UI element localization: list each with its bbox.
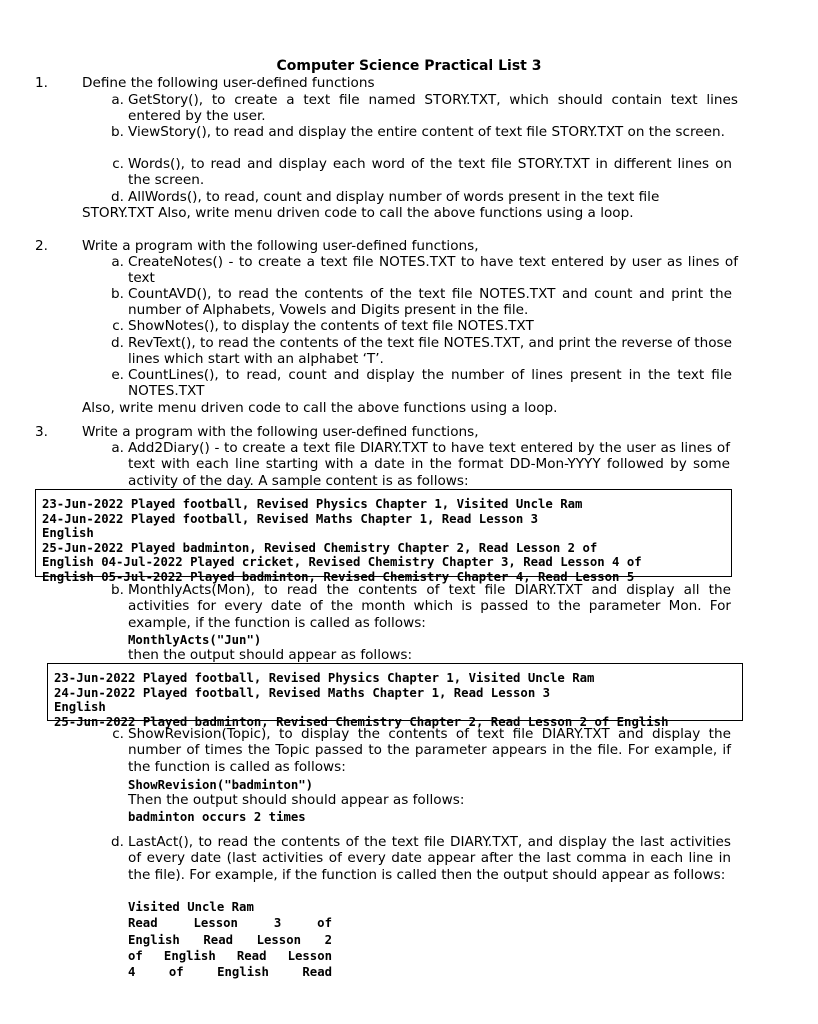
item-text: ShowRevision(Topic), to display the contents of text file DIARY.TXT and display the number of times the Topic passed to the parameter appears in the file. For example, if the function is called as follows:	[128, 726, 731, 775]
code-line: 4 of English Read	[128, 965, 332, 980]
item-text: GetStory(), to create a text file named STORY.TXT, which should contain text lines entered by the user.	[128, 92, 738, 125]
item-letter: c.	[112, 156, 124, 172]
code-line: English Read Lesson 2	[128, 932, 332, 947]
q3-item-a	[104, 440, 730, 489]
q2-item-a	[104, 254, 738, 287]
item-text: ViewStory(), to read and display the entire content of text file STORY.TXT on the screen.	[128, 124, 725, 140]
q2-item-b	[104, 286, 732, 319]
q1-item-a	[104, 92, 738, 125]
item-letter: c.	[112, 726, 124, 742]
monthly-acts-then: then the output should appear as follows:	[128, 647, 413, 663]
sample-content-box	[35, 489, 732, 584]
item-text: Add2Diary() - to create a text file DIARY.TXT to have text entered by the user as lines of text with each line starting with a date in the format DD-Mon-YYYY followed by some activity of the day. A sample content is as follows:	[128, 440, 730, 489]
question-3-text: Write a program with the following user-defined functions,	[82, 424, 479, 440]
code-line: 25-Jun-2022 Played badminton, Revised Chemistry Chapter 2, Read Lesson 2 of English	[54, 714, 669, 729]
code-line: of English Read Lesson	[128, 948, 332, 963]
item-letter: d.	[111, 335, 124, 351]
code-line: English 04-Jul-2022 Played cricket, Revised Chemistry Chapter 3, Read Lesson 4 of	[42, 555, 642, 570]
q1-item-d	[104, 189, 738, 205]
monthly-output-box	[47, 663, 743, 729]
show-revision-call: ShowRevision("badminton")	[128, 778, 314, 792]
question-2-tail: Also, write menu driven code to call the above functions using a loop.	[82, 400, 558, 416]
item-text: LastAct(), to read the contents of the text file DIARY.TXT, and display the last activities of every date (last activities of every date appear after the last comma in each line in the file). For example, if the function is called then the output should appear as follows:	[128, 834, 731, 883]
item-letter: d.	[111, 834, 124, 850]
code-line: 25-Jun-2022 Played badminton, Revised Chemistry Chapter 2, Read Lesson 2 of	[42, 540, 598, 555]
item-letter: a.	[111, 440, 124, 456]
code-line: Read Lesson 3 of	[128, 916, 332, 931]
code-line: Visited Uncle Ram	[128, 900, 254, 914]
show-revision-then: Then the output should should appear as follows:	[128, 792, 465, 808]
q3-item-c	[104, 726, 731, 775]
item-text: MonthlyActs(Mon), to read the contents of text file DIARY.TXT and display all the activities for every date of the month which is passed to the parameter Mon. For example, if the function is called as follows:	[128, 582, 731, 631]
item-text: Words(), to read and display each word of the text file STORY.TXT in different lines on the screen.	[128, 156, 732, 189]
question-2-number: 2.	[35, 238, 48, 254]
q1-item-c	[104, 156, 732, 189]
code-line: English	[42, 526, 94, 541]
item-text: RevText(), to read the contents of the text file NOTES.TXT, and print the reverse of those lines which start with an alphabet ‘T’.	[128, 335, 732, 368]
item-letter: a.	[111, 254, 124, 270]
q2-item-e	[104, 367, 732, 400]
question-2-text: Write a program with the following user-defined functions,	[82, 238, 479, 254]
q3-item-d	[104, 834, 731, 883]
monthly-acts-call: MonthlyActs("Jun")	[128, 633, 262, 647]
item-text: CountLines(), to read, count and display the number of lines present in the text file NOTES.TXT	[128, 367, 732, 400]
last-act-output	[128, 899, 332, 980]
question-3-number: 3.	[35, 424, 48, 440]
q2-item-c	[104, 318, 738, 334]
item-text: CountAVD(), to read the contents of the text file NOTES.TXT and count and print the number of Alphabets, Vowels and Digits present in the file.	[128, 286, 732, 319]
item-letter: b.	[111, 582, 124, 598]
code-line: 24-Jun-2022 Played football, Revised Maths Chapter 1, Read Lesson 3	[54, 685, 551, 700]
q3-item-b	[104, 582, 731, 631]
question-1-number: 1.	[35, 75, 48, 91]
item-letter: b.	[111, 286, 124, 302]
question-1-tail: STORY.TXT Also, write menu driven code to call the above functions using a loop.	[82, 205, 634, 221]
item-letter: d.	[111, 189, 124, 205]
page-title: Computer Science Practical List 3	[276, 58, 542, 74]
show-revision-output: badminton occurs 2 times	[128, 810, 306, 824]
item-text: AllWords(), to read, count and display number of words present in the text file	[128, 189, 660, 205]
code-line: 23-Jun-2022 Played football, Revised Physics Chapter 1, Visited Uncle Ram	[54, 671, 595, 685]
item-letter: a.	[111, 92, 124, 108]
code-line: English 05-Jul-2022 Played badminton, Revised Chemistry Chapter 4, Read Lesson 5	[42, 569, 635, 584]
item-text: ShowNotes(), to display the contents of text file NOTES.TXT	[128, 318, 534, 334]
item-text: CreateNotes() - to create a text file NOTES.TXT to have text entered by user as lines of text	[128, 254, 738, 287]
q2-item-d	[104, 335, 732, 368]
code-line: 24-Jun-2022 Played football, Revised Maths Chapter 1, Read Lesson 3	[42, 511, 539, 526]
question-1-text: Define the following user-defined functions	[82, 75, 375, 91]
item-letter: b.	[111, 124, 124, 140]
item-letter: c.	[112, 318, 124, 334]
item-letter: e.	[111, 367, 124, 383]
code-line: English	[54, 700, 106, 715]
code-line: 23-Jun-2022 Played football, Revised Physics Chapter 1, Visited Uncle Ram	[42, 497, 583, 511]
q1-item-b	[104, 124, 738, 140]
